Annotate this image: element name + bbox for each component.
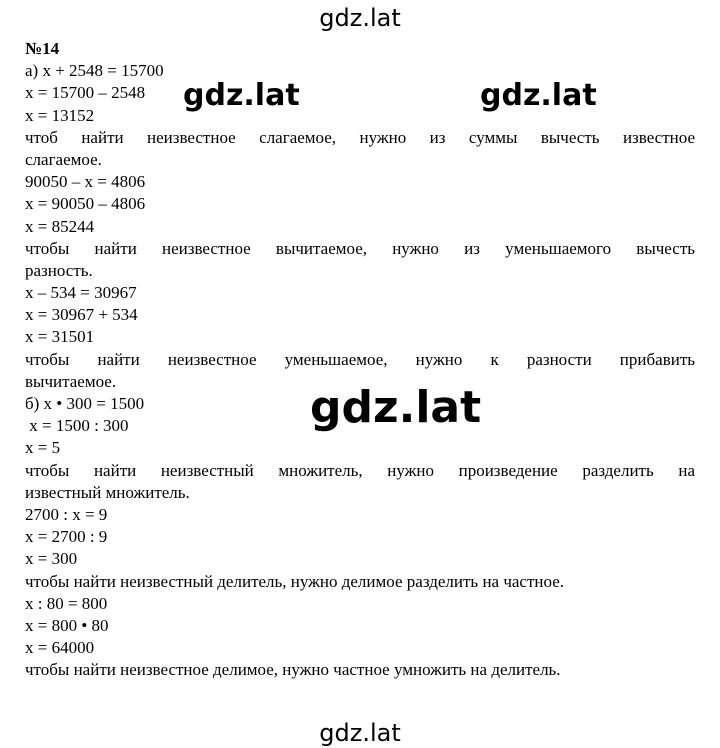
watermark-mid-right: gdz.lat: [480, 78, 597, 113]
equation-line: x = 85244: [25, 216, 95, 236]
equation-line: x = 64000: [25, 638, 95, 658]
equation-line: а) x + 2548 = 15700: [25, 61, 164, 81]
equation-line: x = 800 • 80: [25, 615, 109, 635]
watermark-top: gdz.lat: [319, 4, 401, 32]
equation-line: 2700 : x = 9: [25, 504, 108, 524]
rule-text: слагаемое.: [25, 149, 102, 169]
rule-text: вычитаемое.: [25, 371, 117, 391]
equation-line: x = 13152: [25, 105, 95, 125]
equation-line: x = 5: [25, 438, 61, 458]
watermark-mid-left: gdz.lat: [183, 78, 300, 113]
equation-line: x – 534 = 30967: [25, 283, 137, 303]
watermark-bottom: gdz.lat: [319, 719, 401, 747]
problem-number: №14: [25, 39, 60, 58]
rule-text: чтобы найти неизвестное делимое, нужно частное умножить на делитель.: [25, 660, 561, 680]
equation-line: x = 300: [25, 549, 78, 569]
equation-line: x = 2700 : 9: [25, 527, 108, 547]
rule-text: разность.: [25, 260, 93, 280]
rule-text: чтобы найти неизвестный делитель, нужно делимое разделить на частное.: [25, 571, 565, 591]
equation-line: x = 1500 : 300: [25, 416, 129, 436]
equation-line: x = 90050 – 4806: [25, 194, 146, 214]
equation-line: x = 15700 – 2548: [25, 83, 146, 103]
watermark-center: gdz.lat: [310, 382, 482, 433]
equation-line: x = 31501: [25, 327, 95, 347]
equation-line: x : 80 = 800: [25, 593, 108, 613]
equation-line: x = 30967 + 534: [25, 305, 138, 325]
rule-text: чтобы найти неизвестный множитель, нужно произведение разделить на: [25, 460, 695, 480]
equation-line: б) x • 300 = 1500: [25, 394, 145, 413]
rule-text: чтобы найти неизвестное уменьшаемое, нужно к разности прибавить: [25, 349, 695, 369]
rule-text: чтобы найти неизвестное вычитаемое, нужно из уменьшаемого вычесть: [25, 238, 695, 258]
equation-line: 90050 – x = 4806: [25, 172, 146, 192]
rule-text: чтоб найти неизвестное слагаемое, нужно из суммы вычесть известное: [25, 127, 695, 147]
rule-text: известный множитель.: [25, 482, 190, 502]
solution-text: [25, 38, 695, 681]
